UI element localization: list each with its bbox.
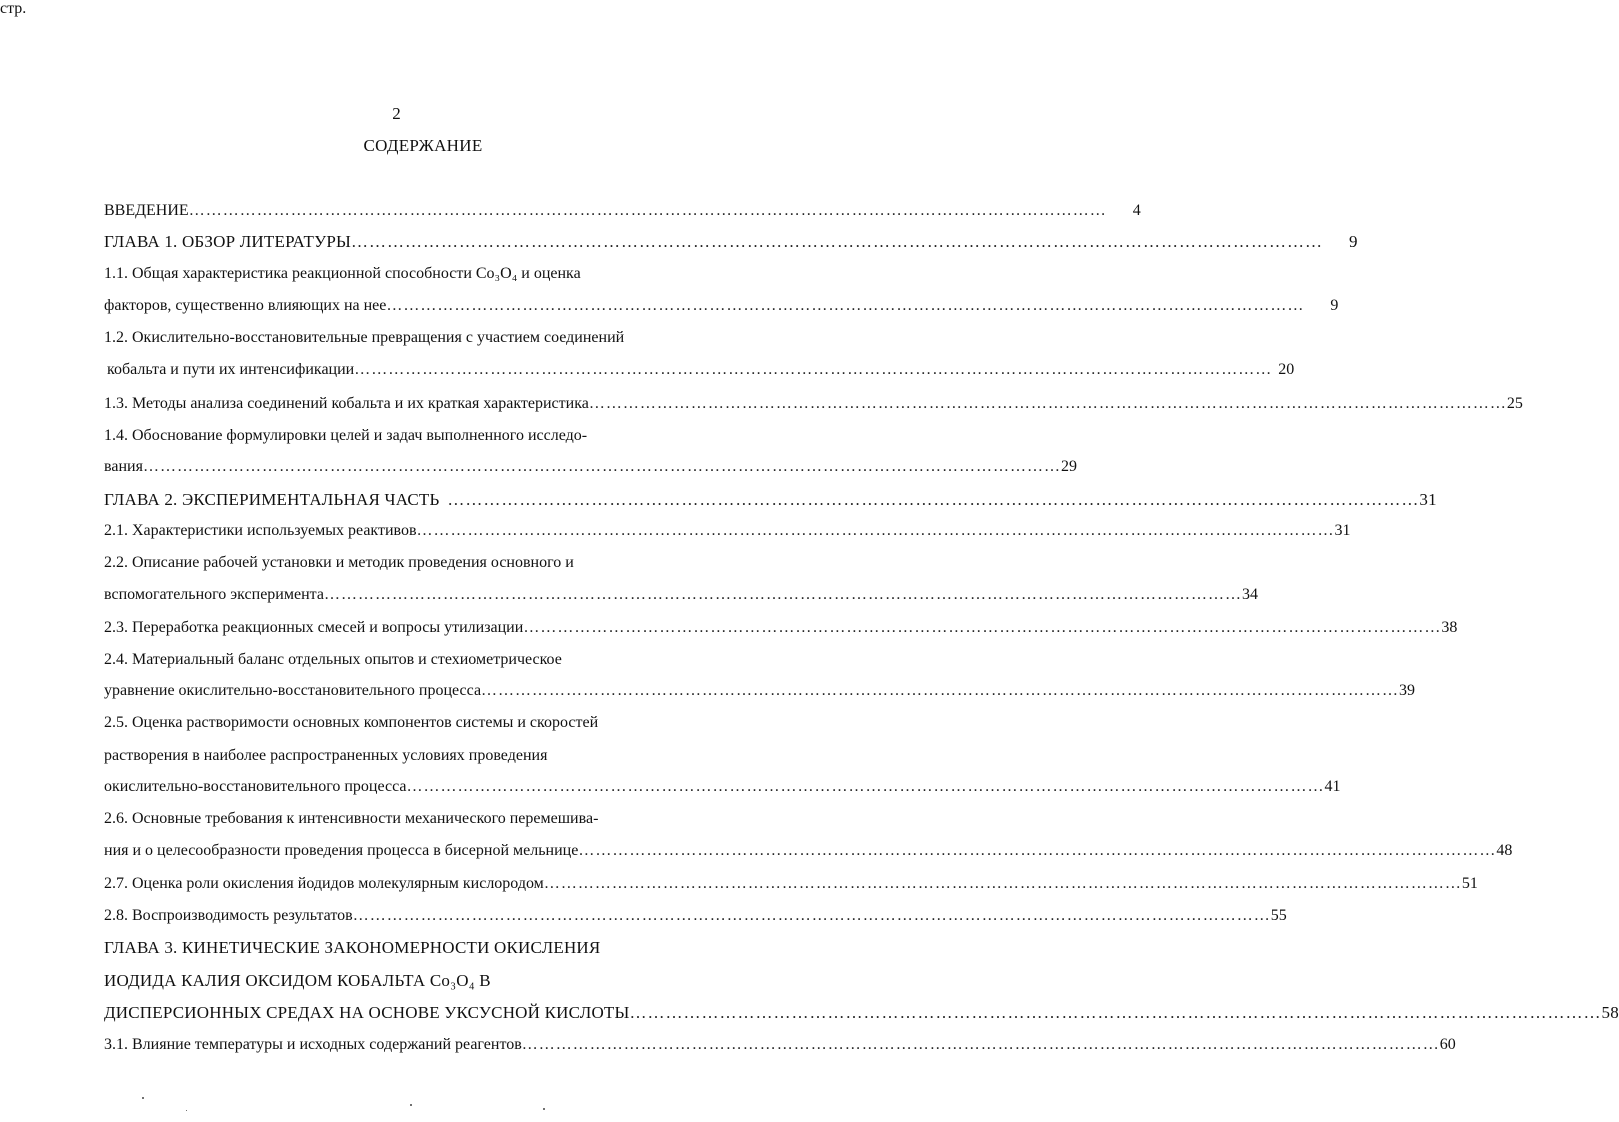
toc-entry-text: растворения в наиболее распространенных условиях проведения <box>104 747 548 764</box>
dot-leader: ……………………………………………………………………………………………………………………………………………… <box>578 842 1497 859</box>
toc-entry-text: 2.4. Материальный баланс отдельных опытов и стехиометрическое <box>104 651 562 668</box>
toc-entry-page: 4 <box>1132 202 1141 219</box>
toc-entry-chapter-1 <box>104 229 1358 255</box>
toc-entry-text: кобальта и пути их интенсификации <box>107 361 355 378</box>
toc-entry-chapter-3-line3 <box>104 1000 1619 1026</box>
dot-leader: ……………………………………………………………………………………………………………………………………………… <box>416 522 1335 539</box>
dot-leader: ……………………………………………………………………………………………………………………………………………… <box>323 586 1242 603</box>
dot-leader: ……………………………………………………………………………………………………………………………………………… <box>406 778 1325 795</box>
toc-entry-text: 2.6. Основные требования к интенсивности механического перемешива- <box>104 810 599 827</box>
scan-speck <box>543 1108 545 1110</box>
toc-entry-text: 2.7. Оценка роли окисления йодидов молекулярным кислородом <box>104 875 544 892</box>
dot-leader: ……………………………………………………………………………………………………………………………………………… <box>588 395 1507 412</box>
toc-entry-page: 9 <box>1330 297 1339 314</box>
toc-entry-text: ДИСПЕРСИОННЫХ СРЕДАХ НА ОСНОВЕ УКСУСНОЙ КИСЛОТЫ <box>104 1003 630 1022</box>
toc-entry-2-1 <box>104 518 1351 544</box>
toc-entry-text: 1.1. Общая характеристика реакционной способности Co₃O₄ и оценка <box>104 265 581 282</box>
scan-speck <box>186 1110 187 1111</box>
toc-entry-text: 1.3. Методы анализа соединений кобальта и их краткая характеристика <box>104 395 589 412</box>
toc-entry-text: 1.2. Окислительно-восстановительные превращения с участием соединений <box>104 329 625 346</box>
toc-entry-1-1-line2 <box>104 293 1339 319</box>
page-column-label: стр. <box>0 0 27 17</box>
toc-entry-text: 3.1. Влияние температуры и исходных содержаний реагентов <box>104 1036 522 1053</box>
toc-entry-page: 51 <box>1461 875 1478 892</box>
toc-entry-text: 2.3. Переработка реакционных смесей и вопросы утилизации <box>104 619 524 636</box>
toc-entry-chapter-2 <box>104 487 1437 513</box>
toc-entry-text: ИОДИДА КАЛИЯ ОКСИДОМ КОБАЛЬТА Co₃O₄ В <box>104 971 491 990</box>
toc-entry-page: 60 <box>1439 1036 1456 1053</box>
toc-entry-text: 2.2. Описание рабочей установки и методик проведения основного и <box>104 554 574 571</box>
toc-entry-text: ния и о целесообразности проведения процесса в бисерной мельнице <box>104 842 579 859</box>
toc-entry-introduction <box>104 198 1141 224</box>
toc-entry-text: 2.1. Характеристики используемых реактивов <box>104 522 417 539</box>
dot-leader: ……………………………………………………………………………………………………………………………………………… <box>386 297 1305 314</box>
toc-entry-text: вспомогательного эксперимента <box>104 586 324 603</box>
scan-speck <box>410 1104 412 1106</box>
toc-entry-page: 38 <box>1441 619 1458 636</box>
scan-speck <box>142 1097 144 1099</box>
toc-entry-1-4-line2 <box>104 454 1077 480</box>
toc-entry-text: ГЛАВА 1. ОБЗОР ЛИТЕРАТУРЫ <box>104 232 352 251</box>
toc-entry-2-3 <box>104 615 1458 641</box>
dot-leader: ……………………………………………………………………………………………………………………………………………… <box>481 682 1400 699</box>
toc-entry-text: ГЛАВА 2. ЭКСПЕРИМЕНТАЛЬНАЯ ЧАСТЬ <box>104 490 440 509</box>
toc-entry-text: факторов, существенно влияющих на нее <box>104 297 387 314</box>
toc-entry-3-1 <box>104 1032 1456 1058</box>
toc-entry-2-7 <box>104 871 1478 897</box>
toc-entry-page: 41 <box>1324 778 1341 795</box>
toc-entry-text: 2.8. Воспроизводимость результатов <box>104 907 353 924</box>
dot-leader: ……………………………………………………………………………………………………………………………………………… <box>523 619 1442 636</box>
toc-entry-text: уравнение окислительно-восстановительного процесса <box>104 682 482 699</box>
toc-entry-2-5-line3 <box>104 774 1341 800</box>
toc-entry-1-2-line1 <box>104 325 740 351</box>
toc-entry-1-2-line2 <box>107 357 1295 383</box>
dot-leader: ……………………………………………………………………………………………………………………………………………… <box>142 458 1061 475</box>
toc-entry-page: 58 <box>1601 1003 1619 1022</box>
dot-leader: ……………………………………………………………………………………………………………………………………………… <box>629 1003 1602 1022</box>
dot-leader: ……………………………………………………………………………………………………………………………………………… <box>351 232 1324 251</box>
toc-entry-2-4-line2 <box>104 678 1416 704</box>
toc-entry-2-8 <box>104 903 1287 929</box>
toc-entry-page: 31 <box>1419 490 1437 509</box>
dot-leader: ……………………………………………………………………………………………………………………………………………… <box>188 202 1107 219</box>
toc-entry-text: ГЛАВА 3. КИНЕТИЧЕСКИЕ ЗАКОНОМЕРНОСТИ ОКИСЛЕНИЯ <box>104 938 601 957</box>
toc-entry-1-4-line1 <box>104 423 740 449</box>
toc-entry-page: 25 <box>1506 395 1523 412</box>
toc-entry-text: вания <box>104 458 143 475</box>
dot-leader: ……………………………………………………………………………………………………………………………………………… <box>543 875 1462 892</box>
toc-entry-page: 34 <box>1241 586 1258 603</box>
toc-entry-text: 1.4. Обоснование формулировки целей и задач выполненного исследо- <box>104 427 588 444</box>
dot-leader: ……………………………………………………………………………………………………………………………………………… <box>354 361 1273 378</box>
toc-entry-page: 29 <box>1060 458 1077 475</box>
toc-entry-2-4-line1 <box>104 647 740 673</box>
dot-leader: ……………………………………………………………………………………………………………………………………………… <box>352 907 1271 924</box>
toc-entry-text: окислительно-восстановительного процесса <box>104 778 407 795</box>
page-number: 2 <box>392 104 401 123</box>
toc-entry-2-6-line2 <box>104 838 1513 864</box>
toc-entry-page: 39 <box>1399 682 1416 699</box>
toc-entry-text: ВВЕДЕНИЕ <box>104 202 189 219</box>
toc-entry-page: 31 <box>1334 522 1351 539</box>
toc-entry-page: 48 <box>1496 842 1513 859</box>
toc-entry-2-5-line2 <box>104 743 740 769</box>
dot-leader: ……………………………………………………………………………………………………………………………………………… <box>447 490 1420 509</box>
toc-title: СОДЕРЖАНИЕ <box>363 136 483 155</box>
toc-entry-text: 2.5. Оценка растворимости основных компонентов системы и скоростей <box>104 714 599 731</box>
toc-entry-page: 20 <box>1278 361 1295 378</box>
toc-entry-1-1-line1 <box>104 261 740 287</box>
dot-leader: ……………………………………………………………………………………………………………………………………………… <box>521 1036 1440 1053</box>
toc-entry-page: 55 <box>1270 907 1287 924</box>
toc-entry-page: 9 <box>1349 232 1358 251</box>
toc-entry-2-6-line1 <box>104 806 740 832</box>
toc-entry-1-3 <box>104 391 1523 417</box>
toc-entry-chapter-3-line1 <box>104 935 740 961</box>
toc-entry-2-2-line2 <box>104 582 1258 608</box>
toc-entry-2-5-line1 <box>104 710 740 736</box>
toc-entry-chapter-3-line2 <box>104 968 740 994</box>
toc-entry-2-2-line1 <box>104 550 740 576</box>
